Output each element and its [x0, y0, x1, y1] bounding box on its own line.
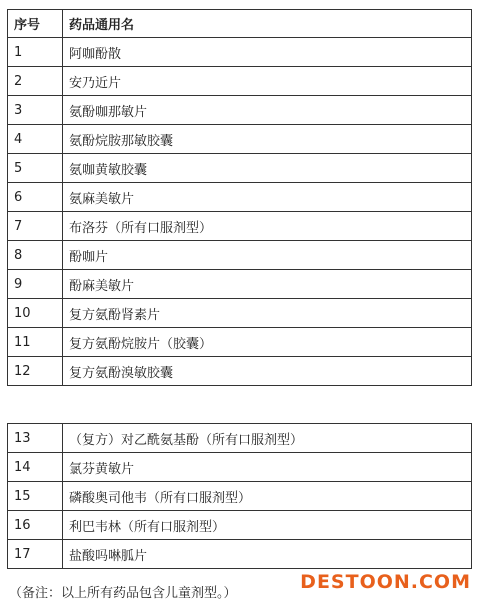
table-row — [8, 540, 472, 569]
footnote: （备注：以上所有药品包含儿童剂型。） — [9, 586, 237, 601]
drug-name: 磷酸奥司他韦（所有口服剂型） — [63, 482, 472, 511]
row-number: 6 — [8, 183, 63, 212]
row-number: 14 — [8, 453, 63, 482]
drug-name: 酚麻美敏片 — [63, 270, 472, 299]
row-number: 11 — [8, 328, 63, 357]
row-number: 12 — [8, 357, 63, 386]
drug-name: 利巴韦林（所有口服剂型） — [63, 511, 472, 540]
row-number: 1 — [8, 38, 63, 67]
table-row — [8, 328, 472, 357]
drug-name: 氯芬黄敏片 — [63, 453, 472, 482]
row-number: 16 — [8, 511, 63, 540]
table-row — [8, 96, 472, 125]
table-row — [8, 270, 472, 299]
row-number: 15 — [8, 482, 63, 511]
row-number: 17 — [8, 540, 63, 569]
drug-name: 氨酚咖那敏片 — [63, 96, 472, 125]
drug-name: 布洛芬（所有口服剂型） — [63, 212, 472, 241]
table-row — [8, 67, 472, 96]
header-drug-name: 药品通用名 — [63, 10, 472, 38]
table-row — [8, 125, 472, 154]
drug-name: 氨酚烷胺那敏胶囊 — [63, 125, 472, 154]
table-row — [8, 424, 472, 453]
watermark-logo: DESTOON.COM — [300, 571, 471, 593]
row-number: 5 — [8, 154, 63, 183]
row-number: 3 — [8, 96, 63, 125]
drug-name: 复方氨酚烷胺片（胶囊） — [63, 328, 472, 357]
drug-name: （复方）对乙酰氨基酚（所有口服剂型） — [63, 424, 472, 453]
table-2-body — [8, 424, 472, 569]
drug-table-2 — [7, 423, 472, 569]
drug-name: 复方氨酚肾素片 — [63, 299, 472, 328]
table-header-row — [8, 10, 472, 38]
table-row — [8, 482, 472, 511]
table-row — [8, 357, 472, 386]
header-number: 序号 — [8, 10, 63, 38]
row-number: 9 — [8, 270, 63, 299]
row-number: 13 — [8, 424, 63, 453]
table-row — [8, 511, 472, 540]
drug-name: 复方氨酚溴敏胶囊 — [63, 357, 472, 386]
drug-name: 安乃近片 — [63, 67, 472, 96]
drug-name: 氨麻美敏片 — [63, 183, 472, 212]
drug-name: 盐酸吗啉胍片 — [63, 540, 472, 569]
row-number: 7 — [8, 212, 63, 241]
drug-table-1 — [7, 9, 472, 386]
table-1-body — [8, 38, 472, 386]
table-row — [8, 453, 472, 482]
drug-name: 阿咖酚散 — [63, 38, 472, 67]
drug-name: 氨咖黄敏胶囊 — [63, 154, 472, 183]
table-row — [8, 154, 472, 183]
row-number: 4 — [8, 125, 63, 154]
table-row — [8, 241, 472, 270]
row-number: 10 — [8, 299, 63, 328]
table-row — [8, 38, 472, 67]
row-number: 8 — [8, 241, 63, 270]
table-row — [8, 183, 472, 212]
table-row — [8, 299, 472, 328]
row-number: 2 — [8, 67, 63, 96]
table-row — [8, 212, 472, 241]
drug-name: 酚咖片 — [63, 241, 472, 270]
